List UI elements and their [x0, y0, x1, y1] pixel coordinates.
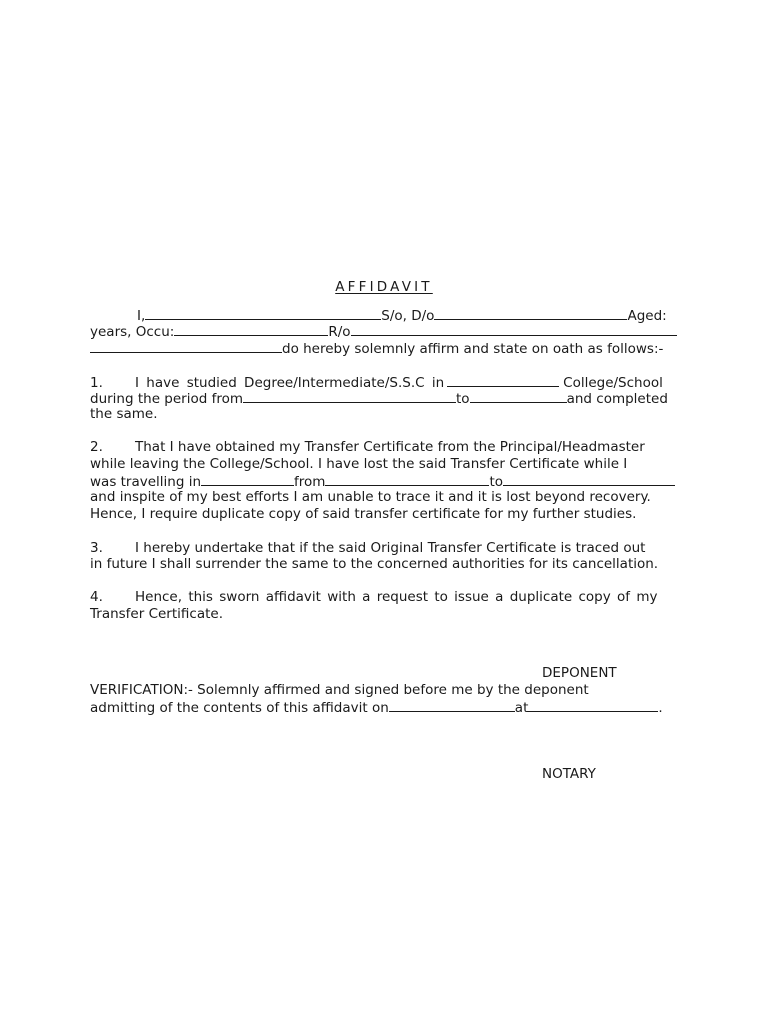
verification-line-1: VERIFICATION:- Solemnly affirmed and signed before me by the deponent: [90, 682, 589, 698]
verification-at: at: [514, 700, 529, 716]
para3-text-1: I hereby undertake that if the said Original Transfer Certificate is traced out: [135, 540, 646, 556]
verification-date-blank: [389, 698, 515, 712]
para2-line-2: while leaving the College/School. I have lost the said Transfer Certificate while I: [90, 456, 628, 472]
travel-blank: [201, 472, 294, 486]
para3-line-1: [90, 540, 680, 557]
para2-text-1: That I have obtained my Transfer Certificate from the Principal/Headmaster: [135, 439, 645, 455]
para1-line-1: [90, 373, 680, 390]
para2-line-4: and inspite of my best efforts I am unable to trace it and it is lost beyond recovery.: [90, 489, 651, 505]
para2-line-5: Hence, I require duplicate copy of said transfer certificate for my further studies.: [90, 506, 637, 522]
period-to-blank: [470, 389, 567, 403]
para4-number: 4.: [90, 589, 103, 605]
para2-number: 2.: [90, 439, 103, 455]
intro-line-1: [90, 306, 680, 323]
intro-occu: years, Occu:: [90, 324, 175, 340]
intro-line-2: [90, 322, 680, 339]
para1-period: during the period from: [90, 391, 244, 407]
para1-number: 1.: [90, 375, 103, 391]
para1-line-2: [90, 389, 680, 406]
intro-line-3: [90, 339, 680, 356]
para2-to: to: [489, 474, 504, 490]
para3-line-2: in future I shall surrender the same to the concerned authorities for its cancellation.: [90, 556, 659, 572]
intro-so-do: S/o, D/o: [381, 308, 435, 324]
para1-line-3: the same.: [90, 406, 158, 422]
institution-blank: [447, 373, 559, 387]
document-title: AFFIDAVIT: [335, 279, 433, 295]
travel-to-blank: [503, 472, 675, 486]
verification-admitting: admitting of the contents of this affidavit on: [90, 700, 389, 716]
deponent-label: DEPONENT: [542, 665, 617, 681]
parent-name-blank: [434, 306, 627, 320]
period-from-blank: [243, 389, 456, 403]
para2-line-3: [90, 472, 680, 489]
para1-to: to: [456, 391, 470, 407]
residence-blank: [351, 322, 677, 336]
para4-line-2: Transfer Certificate.: [90, 606, 223, 622]
travel-from-blank: [325, 472, 489, 486]
para2-travelling: was travelling in: [90, 474, 202, 490]
intro-affirm: do hereby solemnly affirm and state on oath as follows:-: [282, 341, 664, 357]
para2-from: from: [294, 474, 326, 490]
verification-period: .: [658, 700, 663, 716]
name-blank: [145, 306, 381, 320]
para2-line-1: [90, 439, 680, 456]
para3-number: 3.: [90, 540, 103, 556]
verification-place-blank: [528, 698, 658, 712]
para4-text-1: Hence, this sworn affidavit with a request to issue a duplicate copy of my: [135, 589, 658, 605]
verification-line-2: [90, 698, 680, 715]
para1-college-school: College/School: [563, 375, 663, 391]
para1-studied: I have studied Degree/Intermediate/S.S.C in: [135, 375, 445, 391]
notary-label: NOTARY: [542, 766, 596, 782]
residence-blank-2: [90, 339, 282, 353]
para4-line-1: [90, 589, 680, 606]
intro-ro: R/o: [328, 324, 351, 340]
intro-aged: Aged:: [627, 308, 667, 324]
occupation-blank: [174, 322, 328, 336]
para1-completed: and completed: [566, 391, 668, 407]
intro-i: I,: [137, 308, 146, 324]
